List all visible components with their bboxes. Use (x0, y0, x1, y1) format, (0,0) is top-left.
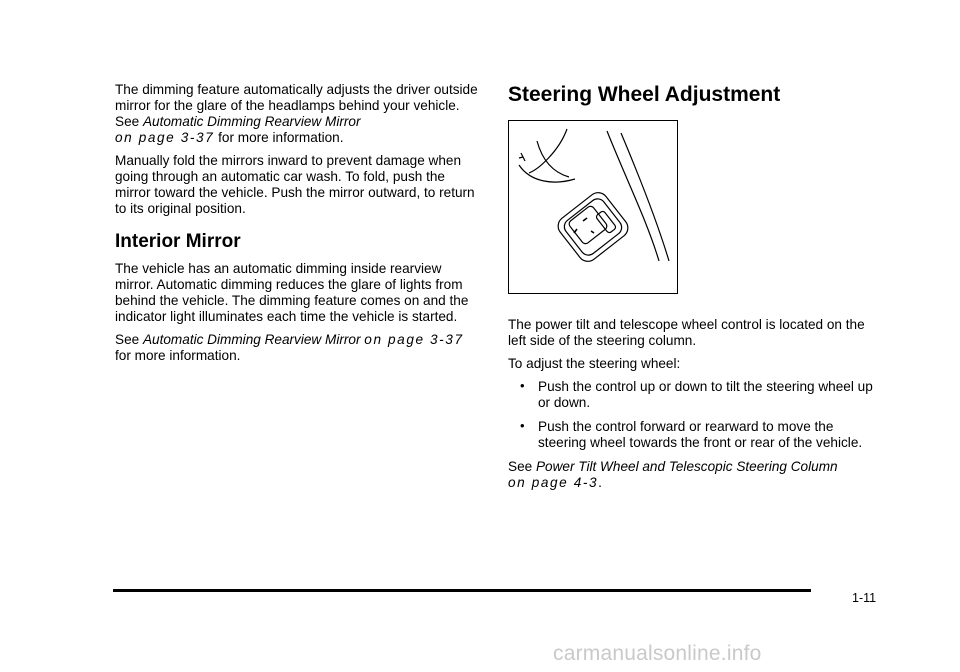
cross-reference-link[interactable]: Automatic Dimming Rearview Mirror (142, 332, 361, 347)
paragraph-control-location: The power tilt and telescope wheel control is located on the left side of the steering column. (508, 317, 865, 348)
text: for more information. (214, 130, 344, 145)
paragraph-see-reference (508, 459, 878, 491)
paragraph-fold-mirrors: Manually fold the mirrors inward to prevent damage when going through an automatic car wash. To fold, push the mirror toward the vehicle. Push the mirror outward, to return to its original position. (115, 153, 475, 216)
left-column (115, 82, 480, 371)
text: for more information. (115, 348, 241, 363)
page-number: 1-11 (852, 591, 877, 605)
footer-rule (113, 589, 811, 592)
section-heading-steering-wheel: Steering Wheel Adjustment (508, 83, 781, 106)
page-reference[interactable]: on page 4-3 (508, 475, 599, 490)
paragraph-adjust-intro: To adjust the steering wheel: (508, 356, 681, 371)
bullet-icon: • (520, 378, 525, 393)
section-heading-interior-mirror: Interior Mirror (115, 231, 241, 252)
list-item-text: Push the control up or down to tilt the steering wheel up or down. (538, 379, 873, 410)
page-reference[interactable]: on page 3-37 (115, 130, 215, 145)
list-item (508, 379, 878, 411)
list-item-text: Push the control forward or rearward to move the steering wheel towards the front or rear of the vehicle. (538, 419, 863, 450)
page-reference[interactable]: on page 3-37 (364, 332, 464, 347)
text: The dimming feature automatically adjusts the driver outside mirror for the glare of the headlamps behind your vehicle. See (115, 82, 478, 129)
paragraph-mirror-dimming (115, 82, 480, 146)
paragraph-see-reference (115, 332, 480, 364)
cross-reference-link[interactable]: Automatic Dimming Rearview Mirror (142, 114, 361, 129)
cross-reference-link[interactable]: Power Tilt Wheel and Telescopic Steering Column (535, 459, 838, 474)
watermark: carmanualsonline.info (553, 642, 762, 665)
text: . (598, 475, 602, 490)
text: See (508, 459, 536, 474)
paragraph-interior-mirror: The vehicle has an automatic dimming inside rearview mirror. Automatic dimming reduces the glare of lights from behind the vehicle. The dimming feature comes on and the indicator light illuminates each time the vehicle is started. (115, 261, 469, 324)
list-item (508, 419, 878, 451)
adjustment-steps-list (508, 379, 878, 451)
bullet-icon: • (520, 418, 525, 433)
right-column (508, 82, 878, 498)
steering-control-drawing (509, 121, 679, 295)
text: See (115, 332, 143, 347)
steering-control-illustration (508, 120, 678, 294)
